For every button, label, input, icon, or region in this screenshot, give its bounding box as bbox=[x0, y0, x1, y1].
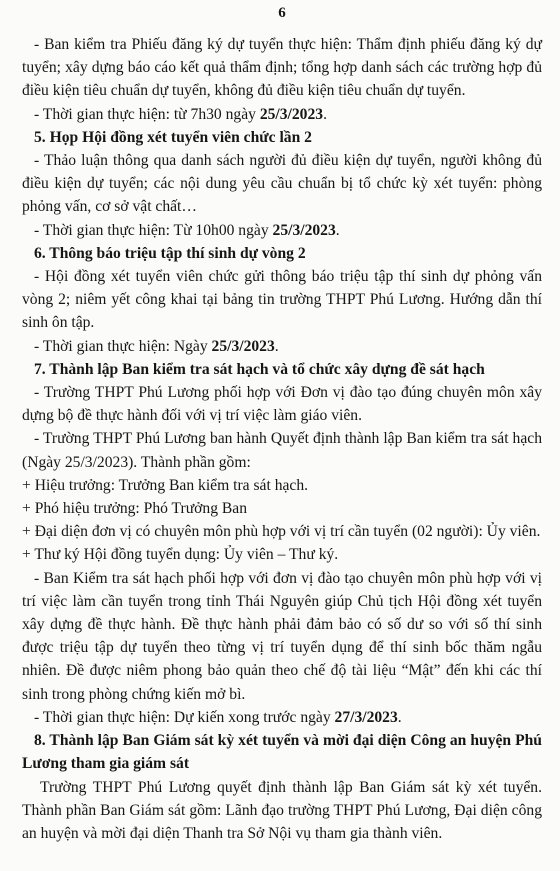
document-body bbox=[22, 33, 542, 845]
time-prefix: - Thời gian thực hiện: Dự kiến xong trước ngày bbox=[34, 708, 335, 726]
time-suffix: . bbox=[274, 337, 279, 355]
time-date: 25/3/2023 bbox=[272, 221, 336, 239]
list-item: + Phó hiệu trưởng: Phó Trưởng Ban bbox=[22, 500, 248, 518]
time-line bbox=[22, 103, 542, 126]
time-line bbox=[22, 706, 542, 729]
time-prefix: - Thời gian thực hiện: từ 7h30 ngày bbox=[34, 105, 260, 123]
time-suffix: . bbox=[335, 221, 340, 239]
time-prefix: - Thời gian thực hiện: Từ 10h00 ngày bbox=[34, 221, 273, 239]
paragraph: - Thảo luận thông qua danh sách người đủ điều kiện dự tuyển, người không đủ điều kiện dự tuyển; các nội dung yêu cầu chuẩn bị tổ chức kỳ xét tuyển: phòng phỏng vấn, cơ sở vật chất… bbox=[22, 152, 542, 216]
time-prefix: - Thời gian thực hiện: Ngày bbox=[34, 337, 212, 355]
paragraph: Trường THPT Phú Lương quyết định thành lập Ban Giám sát kỳ xét tuyển. Thành phần Ban Giám sát gồm: Lãnh đạo trường THPT Phú Lương, Đại diện công an huyện và mời đại diện Thanh tra Sở Nội vụ tham gia thành viên. bbox=[22, 778, 542, 842]
list-item: + Thư ký Hội đồng tuyển dụng: Ủy viên – Thư ký. bbox=[22, 546, 339, 564]
time-date: 25/3/2023 bbox=[259, 105, 324, 123]
time-date: 25/3/2023 bbox=[211, 337, 275, 355]
paragraph: - Ban Kiểm tra sát hạch phối hợp với đơn vị đào tạo chuyên môn phù hợp với vị trí việc làm cần tuyển trong tỉnh Thái Nguyên giúp Chủ tịch Hội đồng xét tuyển xây dựng đề thực hành. Đề thực hành phải đảm bảo có số dư so với số thí sinh được triệu tập dự tuyển theo từng vị trí tuyển dụng để thí sinh bốc thăm ngẫu nhiên. Đề được niêm phong bảo quản theo chế độ tài liệu “Mật” đến khi các thí sinh trong phòng chứng kiến mở bì. bbox=[22, 569, 542, 703]
list-item: + Đại diện đơn vị có chuyên môn phù hợp với vị trí cần tuyển (02 người): Ủy viên. bbox=[22, 523, 541, 541]
paragraph: - Trường THPT Phú Lương phối hợp với Đơn vị đào tạo đúng chuyên môn xây dựng bộ đề thực hành đối với vị trí việc làm giáo viên. bbox=[22, 384, 542, 425]
section-heading: 5. Họp Hội đồng xét tuyển viên chức lần 2 bbox=[34, 128, 312, 146]
paragraph: - Ban kiểm tra Phiếu đăng ký dự tuyển thực hiện: Thẩm định phiếu đăng ký dự tuyển; xây dựng báo cáo kết quả thẩm định; tổng hợp danh sách các trường hợp đủ điều kiện tiêu chuẩn dự tuyển, không đủ điều kiện tiêu chuẩn dự tuyển. bbox=[22, 36, 542, 100]
time-line bbox=[22, 335, 542, 358]
section-heading-text: 8. Thành lập Ban Giám sát kỳ xét tuyển và mời đại diện Công an huyện Phú Lương tham gia giám sát bbox=[22, 732, 542, 773]
time-line bbox=[22, 219, 542, 242]
time-date: 27/3/2023 bbox=[334, 708, 398, 726]
section-heading: 7. Thành lập Ban kiểm tra sát hạch và tổ chức xây dựng đề sát hạch bbox=[34, 360, 485, 378]
paragraph: - Hội đồng xét tuyển viên chức gửi thông báo triệu tập thí sinh dự phỏng vấn vòng 2; niêm yết công khai tại bảng tin trường THPT Phú Lương. Hướng dẫn thí sinh ôn tập. bbox=[22, 268, 542, 332]
page-number: 6 bbox=[278, 5, 286, 21]
paragraph: - Trường THPT Phú Lương ban hành Quyết định thành lập Ban kiểm tra sát hạch (Ngày 25/3/2023). Thành phần gồm: bbox=[22, 430, 542, 471]
time-suffix: . bbox=[397, 708, 402, 726]
section-heading: 6. Thông báo triệu tập thí sinh dự vòng 2 bbox=[34, 244, 306, 262]
section-heading bbox=[22, 729, 542, 775]
list-item: + Hiệu trưởng: Trưởng Ban kiểm tra sát hạch. bbox=[22, 476, 309, 494]
time-suffix: . bbox=[323, 105, 327, 123]
